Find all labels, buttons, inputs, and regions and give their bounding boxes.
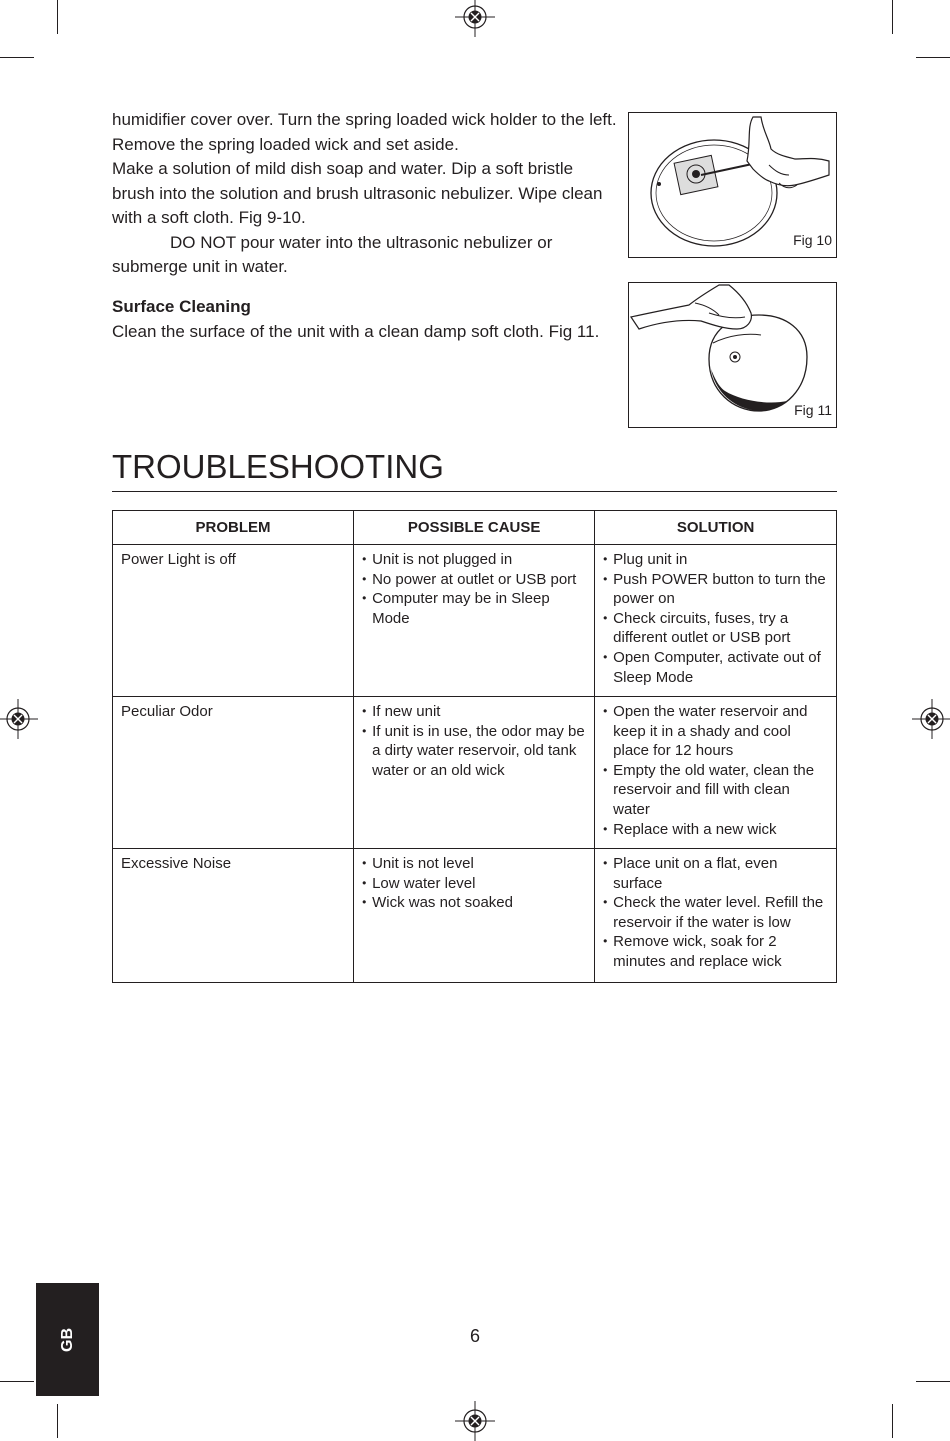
language-tab <box>36 1283 99 1396</box>
figure-10 <box>628 112 837 258</box>
table-header-row <box>113 511 837 545</box>
solution-cell <box>595 697 837 849</box>
fig-10-label: Fig 10 <box>793 232 832 248</box>
solution-item: • Push POWER button to turn the power on <box>603 570 830 609</box>
problem-cell: Power Light is off <box>113 545 354 697</box>
cause-cell <box>354 697 595 849</box>
language-tab-label: GB <box>58 1327 76 1352</box>
solution-item: • Open the water reservoir and keep it in a shady and cool place for 12 hours <box>603 702 830 761</box>
warning-paragraph: DO NOT pour water into the ultrasonic nebulizer or submerge unit in water. <box>112 232 553 276</box>
crop-mark <box>57 0 58 34</box>
crop-mark <box>0 57 34 58</box>
page-title: TROUBLESHOOTING <box>112 448 444 485</box>
figure-11 <box>628 282 837 428</box>
problem-cell: Excessive Noise <box>113 849 354 983</box>
page-number: 6 <box>469 1326 480 1346</box>
solution-item: • Replace with a new wick <box>603 820 830 840</box>
cause-item: • If new unit <box>362 702 588 722</box>
problem-cell: Peculiar Odor <box>113 697 354 849</box>
table-row <box>113 697 837 849</box>
title-divider <box>112 491 837 492</box>
solution-item: • Remove wick, soak for 2 minutes and replace wick <box>603 932 830 971</box>
surface-cleaning-text: Clean the surface of the unit with a clean damp soft cloth. Fig 11. <box>112 321 600 341</box>
cause-item: • Low water level <box>362 874 588 894</box>
intro-paragraph: humidifier cover over. Turn the spring loaded wick holder to the left. Remove the spring loaded wick and set aside. <box>112 110 617 154</box>
column-header-solution: SOLUTION <box>595 511 837 545</box>
cause-item: • Unit is not plugged in <box>362 550 588 570</box>
solution-item: • Check circuits, fuses, try a different outlet or USB port <box>603 609 830 648</box>
crop-mark <box>57 1404 58 1438</box>
cause-cell <box>354 849 595 983</box>
crop-mark <box>892 1404 893 1438</box>
crop-mark <box>916 1381 950 1382</box>
solution-item: • Open Computer, activate out of Sleep Mode <box>603 648 830 687</box>
solution-item: • Check the water level. Refill the reservoir if the water is low <box>603 893 830 932</box>
intro-paragraph: Make a solution of mild dish soap and water. Dip a soft bristle brush into the solution and brush ultrasonic nebulizer. Wipe clean with a soft cloth. Fig 9-10. <box>112 159 603 227</box>
column-header-problem: PROBLEM <box>113 511 354 545</box>
registration-mark-icon <box>0 699 38 739</box>
cause-cell <box>354 545 595 697</box>
cause-item: • Unit is not level <box>362 854 588 874</box>
surface-cleaning-section <box>112 295 617 344</box>
cause-item: • If unit is in use, the odor may be a dirty water reservoir, old tank water or an old wick <box>362 722 588 781</box>
solution-item: • Empty the old water, clean the reservoir and fill with clean water <box>603 761 830 820</box>
solution-cell <box>595 849 837 983</box>
crop-mark <box>0 1381 34 1382</box>
registration-mark-icon <box>455 0 495 37</box>
solution-item: • Plug unit in <box>603 550 830 570</box>
registration-mark-icon <box>455 1401 495 1441</box>
registration-mark-icon <box>912 699 950 739</box>
troubleshooting-table <box>112 510 837 983</box>
crop-mark <box>892 0 893 34</box>
intro-text <box>112 108 617 280</box>
fig-11-label: Fig 11 <box>794 402 832 418</box>
cause-item: • No power at outlet or USB port <box>362 570 588 590</box>
column-header-cause: POSSIBLE CAUSE <box>354 511 595 545</box>
crop-mark <box>916 57 950 58</box>
cause-item: • Wick was not soaked <box>362 893 588 913</box>
cause-item: • Computer may be in Sleep Mode <box>362 589 588 628</box>
solution-item: • Place unit on a flat, even surface <box>603 854 830 893</box>
surface-cleaning-heading: Surface Cleaning <box>112 297 251 316</box>
table-row <box>113 849 837 983</box>
solution-cell <box>595 545 837 697</box>
table-row <box>113 545 837 697</box>
